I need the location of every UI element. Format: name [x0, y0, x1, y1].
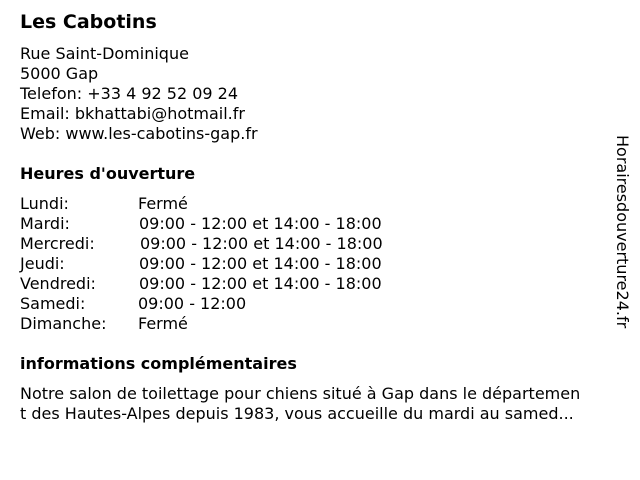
address-street: Rue Saint-Dominique: [20, 44, 189, 63]
additional-info-line-1: Notre salon de toilettage pour chiens situé à Gap dans le départemen: [20, 384, 581, 403]
day-label: Mardi:: [20, 214, 70, 233]
day-label: Vendredi:: [20, 274, 96, 293]
website-text: Web: www.les-cabotins-gap.fr: [20, 124, 258, 143]
day-hours: Fermé: [138, 314, 188, 333]
site-brand-vertical: Horairesdouverture24.fr: [613, 135, 632, 329]
day-hours: 09:00 - 12:00 et 14:00 - 18:00: [139, 254, 382, 273]
day-label: Lundi:: [20, 194, 69, 213]
business-name: Les Cabotins: [20, 11, 157, 33]
address-city: 5000 Gap: [20, 64, 99, 83]
day-label: Samedi:: [20, 294, 86, 313]
opening-hours-heading: Heures d'ouverture: [20, 164, 196, 183]
phone-text: Telefon: +33 4 92 52 09 24: [20, 84, 239, 103]
day-hours: Fermé: [138, 194, 188, 213]
day-label: Jeudi:: [20, 254, 65, 273]
day-hours: 09:00 - 12:00 et 14:00 - 18:00: [139, 274, 382, 293]
additional-info-line-2: t des Hautes-Alpes depuis 1983, vous accueille du mardi au samed...: [20, 404, 574, 423]
day-hours: 09:00 - 12:00: [138, 294, 247, 313]
day-hours: 09:00 - 12:00 et 14:00 - 18:00: [140, 234, 383, 253]
day-label: Mercredi:: [20, 234, 95, 253]
day-label: Dimanche:: [20, 314, 107, 333]
email-text: Email: bkhattabi@hotmail.fr: [20, 104, 245, 123]
day-hours: 09:00 - 12:00 et 14:00 - 18:00: [139, 214, 382, 233]
additional-info-heading: informations complémentaires: [20, 354, 297, 373]
